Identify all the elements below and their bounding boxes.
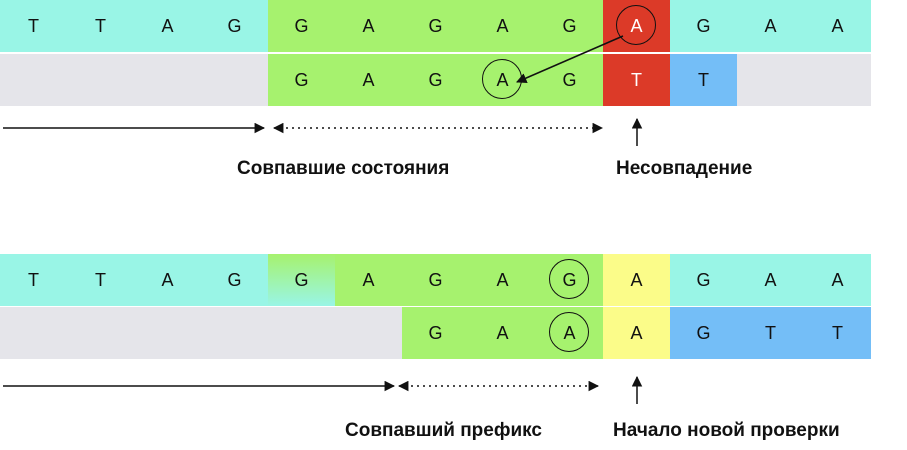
nucleotide-letter: G [294,15,309,36]
nucleotide-letter: A [630,269,643,290]
nucleotide-letter: G [428,15,443,36]
label-new-check-start: Начало новой проверки [613,420,840,441]
nucleotide-letter: A [831,15,844,36]
nucleotide-letter: T [765,322,776,343]
nucleotide-letter: G [227,269,242,290]
nucleotide-letter: A [362,269,375,290]
label-mismatch: Несовпадение [616,158,753,179]
nucleotide-letter: T [95,15,106,36]
nucleotide-letter: G [562,269,577,290]
jump-arrow [517,36,623,82]
nucleotide-letter: G [696,15,711,36]
nucleotide-letter: G [562,15,577,36]
nucleotide-letter: G [428,322,443,343]
nucleotide-letter: A [764,269,777,290]
nucleotide-letter: A [630,15,643,36]
nucleotide-letter: G [696,322,711,343]
nucleotide-letter: T [832,322,843,343]
nucleotide-letter: G [562,69,577,90]
nucleotide-letter: T [95,269,106,290]
nucleotide-letter: G [428,69,443,90]
nucleotide-letter: G [428,269,443,290]
nucleotide-letter: A [496,69,509,90]
nucleotide-letter: A [831,269,844,290]
nucleotide-letter: T [631,69,642,90]
nucleotide-letter: A [563,322,576,343]
nucleotide-letter: A [362,15,375,36]
nucleotide-letter: A [161,15,174,36]
nucleotide-letter: A [496,15,509,36]
label-matched-prefix: Совпавший префикс [345,420,542,441]
nucleotide-letter: T [28,269,39,290]
nucleotide-letter: A [362,69,375,90]
nucleotide-letter: A [496,269,509,290]
nucleotide-letter: G [227,15,242,36]
nucleotide-letter: G [696,269,711,290]
nucleotide-letter: A [496,322,509,343]
nucleotide-letter: G [294,69,309,90]
label-matched-states: Совпавшие состояния [237,158,450,179]
nucleotide-letter: T [28,15,39,36]
nucleotide-letter: T [698,69,709,90]
nucleotide-letter: A [161,269,174,290]
nucleotide-letter: G [294,269,309,290]
nucleotide-letter: A [630,322,643,343]
nucleotide-letter: A [764,15,777,36]
